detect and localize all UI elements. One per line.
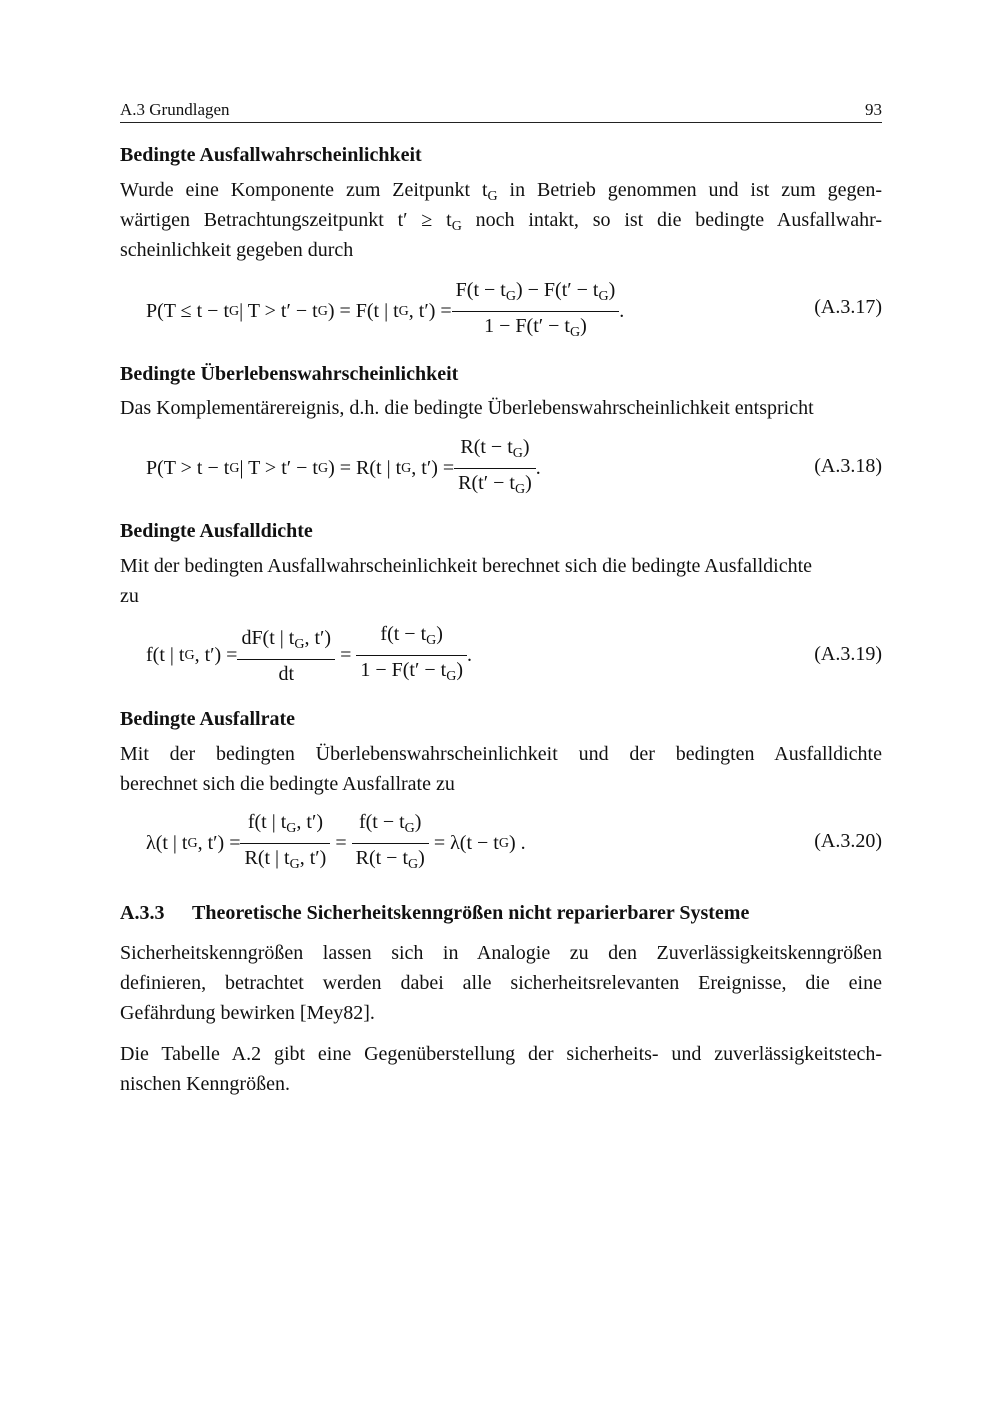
- page: [120, 0, 882, 1415]
- denominator: dt: [278, 662, 295, 685]
- subscript: G: [398, 303, 409, 319]
- equation-a-3-19: f(t | t G , t′) = $\frac{dF(t | t_G, t')}{dt}$ = $\frac{f(t - t_G)}{1 - F(t' - t_G)}$ .: [146, 620, 472, 691]
- paragraph-line: Mit der bedingten Überlebenswahrscheinlichkeit und der bedingten Ausfalldichte: [120, 743, 882, 765]
- equation-number: (A.3.17): [814, 296, 882, 318]
- eq-text: P(T > t − t: [146, 457, 230, 479]
- heading-ausfallwahrscheinlichkeit: Bedingte Ausfallwahrscheinlichkeit: [120, 144, 422, 166]
- numerator: dF(t | $t_G$, t′): [237, 624, 335, 660]
- equation-number: (A.3.20): [814, 830, 882, 852]
- heading-ausfallrate: Bedingte Ausfallrate: [120, 708, 295, 730]
- fraction: [452, 276, 620, 347]
- denominator: $R(t - t_G)$: [355, 847, 425, 872]
- paragraph-line: scheinlichkeit gegeben durch: [120, 239, 354, 261]
- text: Wurde eine Komponente zum Zeitpunkt t: [120, 179, 488, 201]
- fraction: [454, 433, 536, 504]
- subscript: G: [187, 835, 198, 851]
- equation-a-3-20: λ(t | t G , t′) = $\frac{f(t | t_G, t')}{R(t | t_G, t')}$ = $\frac{f(t - t_G)}{R(t - t_G)}$ = λ(t − t G ) .: [146, 808, 526, 879]
- equation-number: (A.3.19): [814, 643, 882, 665]
- subscript: G: [317, 303, 328, 319]
- paragraph-line: nischen Kenngrößen.: [120, 1073, 290, 1095]
- eq-text: | T > t′ − t: [239, 300, 318, 322]
- fraction: [352, 808, 429, 879]
- numerator: $f(t - t_G)$: [352, 808, 429, 844]
- paragraph-line: Sicherheitskenngrößen lassen sich in Analogie zu den Zuverlässigkeitskenngrößen: [120, 942, 882, 964]
- eq-text: , t′) =: [194, 644, 238, 666]
- denominator: $1 - F(t' - t_G)$: [484, 315, 587, 340]
- numerator: $F(t - t_G) - F(t' - t_G)$: [452, 276, 620, 312]
- header-section: A.3 Grundlagen: [120, 100, 230, 119]
- fraction: [240, 808, 330, 879]
- numerator: $R(t - t_G)$: [454, 433, 536, 469]
- subscript: G: [401, 460, 412, 476]
- denominator: R(t | $t_G$, t′): [244, 847, 327, 872]
- section-heading-a-3-3: [120, 902, 749, 925]
- eq-text: | T > t′ − t: [239, 457, 318, 479]
- subscript: G: [184, 647, 195, 663]
- section-number: A.3.3: [120, 902, 165, 924]
- section-title: Theoretische Sicherheitskenngrößen nicht reparierbarer Systeme: [192, 902, 750, 924]
- eq-text: f(t | t: [146, 644, 185, 666]
- page-number: 93: [865, 100, 882, 119]
- eq-text: = λ(t − t: [433, 832, 499, 854]
- equation-number: (A.3.18): [814, 455, 882, 477]
- running-header: [120, 100, 882, 123]
- text: in Betrieb genommen und ist zum gegen-: [497, 179, 882, 201]
- subscript: G: [487, 189, 498, 204]
- subscript: G: [498, 835, 509, 851]
- eq-text: ) .: [508, 832, 526, 854]
- eq-text: λ(t | t: [146, 832, 188, 854]
- equation-a-3-17: P(T ≤ t − t G | T > t′ − t G ) = F(t | t G , t′) = $\frac{F(t - t_G) - F(t' - t_G)}{1 - F(t' - t_G)}$ .: [146, 276, 624, 347]
- paragraph-line: Gefährdung bewirken [Mey82].: [120, 1002, 375, 1024]
- paragraph-line: Das Komplementärereignis, d.h. die bedingte Überlebenswahrscheinlichkeit entspricht: [120, 397, 814, 419]
- eq-text: ) = R(t | t: [328, 457, 402, 479]
- fraction: [237, 624, 335, 688]
- subscript: G: [317, 460, 329, 476]
- text: wärtigen Betrachtungszeitpunkt t′ ≥ t: [120, 209, 452, 231]
- subscript: G: [229, 303, 240, 319]
- eq-text: ) = F(t | t: [327, 300, 399, 322]
- text: noch intakt, so ist die bedingte Ausfallwahr-: [461, 209, 882, 231]
- paragraph-line: zu: [120, 585, 139, 607]
- denominator: $1 - F(t' - t_G)$: [360, 659, 463, 684]
- heading-ueberlebenswahrscheinlichkeit: Bedingte Überlebenswahrscheinlichkeit: [120, 363, 459, 385]
- subscript: G: [229, 460, 240, 476]
- eq-text: , t′) =: [197, 832, 241, 854]
- denominator: $R(t' - t_G)$: [458, 472, 532, 497]
- paragraph-line: definieren, betrachtet werden dabei alle sicherheitsrelevanten Ereignisse, die eine: [120, 972, 882, 994]
- eq-text: P(T ≤ t − t: [146, 300, 230, 322]
- paragraph-line: Die Tabelle A.2 gibt eine Gegenüberstellung der sicherheits- und zuverlässigkeitstech-: [120, 1043, 882, 1065]
- paragraph-line: berechnet sich die bedingte Ausfallrate zu: [120, 773, 455, 795]
- eq-text: , t′) =: [411, 457, 455, 479]
- subscript: G: [451, 219, 462, 234]
- heading-ausfalldichte: Bedingte Ausfalldichte: [120, 520, 313, 542]
- paragraph-line: Mit der bedingten Ausfallwahrscheinlichkeit berechnet sich die bedingte Ausfalldichte: [120, 555, 813, 577]
- numerator: $f(t - t_G)$: [356, 620, 467, 656]
- eq-text: , t′) =: [408, 300, 452, 322]
- fraction: [356, 620, 467, 691]
- numerator: f(t | $t_G$, t′): [240, 808, 330, 844]
- equation-a-3-18: P(T > t − t G | T > t′ − t G ) = R(t | t G , t′) = $\frac{R(t - t_G)}{R(t' - t_G)}$ .: [146, 433, 541, 504]
